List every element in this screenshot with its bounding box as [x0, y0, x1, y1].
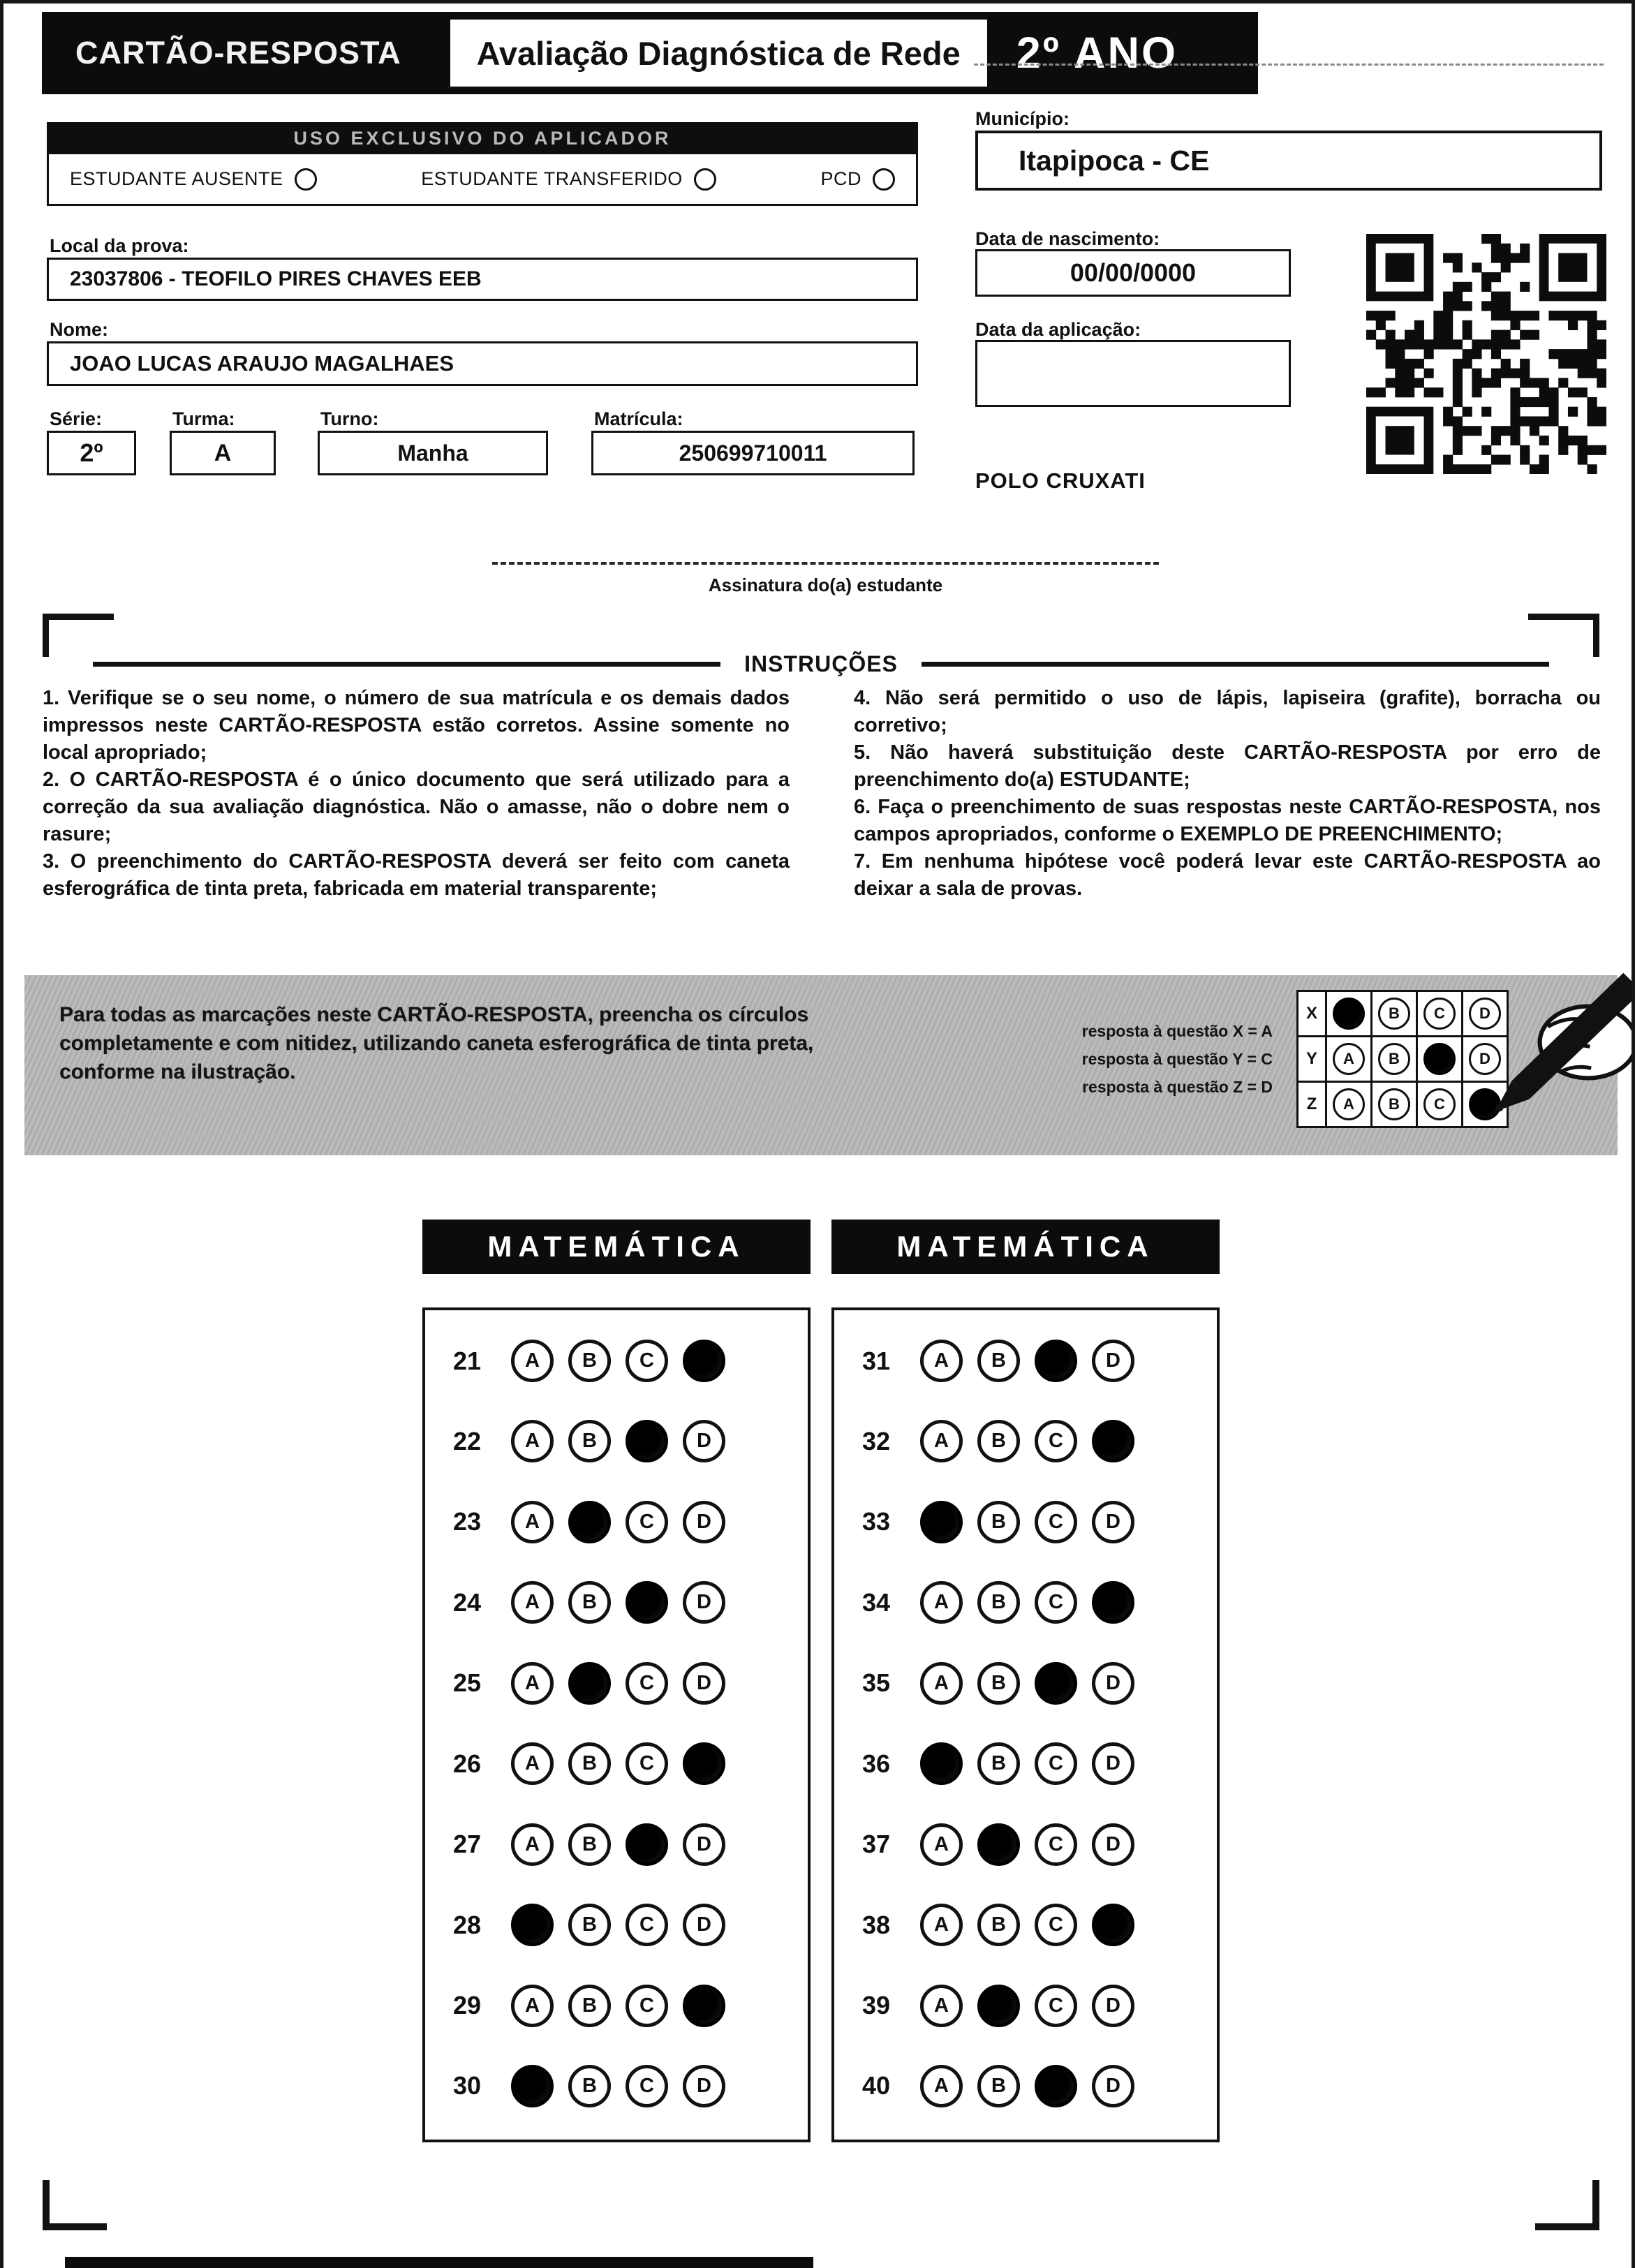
bubble-39-D[interactable]: D	[1092, 1985, 1134, 2027]
bubble-23-A[interactable]: A	[511, 1501, 554, 1543]
question-row-25	[453, 1662, 794, 1705]
bubble-34-C[interactable]: C	[1035, 1581, 1077, 1624]
signature-line	[492, 562, 1159, 565]
example-legend-line: resposta à questão X = A	[1081, 1022, 1273, 1040]
instruction-item: 6. Faça o preenchimento de suas respostas neste CARTÃO-RESPOSTA, nos campos apropriados, conforme o EXEMPLO DE PREENCHIMENTO;	[854, 796, 1601, 845]
question-number: 39	[862, 1991, 891, 2019]
instructions-title: INSTRUÇÕES	[744, 651, 898, 676]
turma-value-box: A	[170, 431, 276, 475]
question-row-30	[453, 2065, 794, 2107]
question-row-34	[862, 1581, 1203, 1624]
example-cell	[1325, 990, 1373, 1037]
aplicacao-label: Data da aplicação:	[975, 319, 1141, 340]
bubble-25-D[interactable]: D	[683, 1662, 725, 1705]
example-band	[24, 975, 1618, 1155]
instruction-item: 1. Verifique se o seu nome, o número de sua matrícula e os demais dados impressos neste CARTÃO-RESPOSTA estão corretos. Assine somente no local apropriado;	[43, 687, 790, 764]
example-cell	[1416, 1035, 1463, 1083]
bubble-22-D[interactable]: D	[683, 1420, 725, 1462]
instruction-item: 7. Em nenhuma hipótese você poderá levar este CARTÃO-RESPOSTA ao deixar a sala de provas.	[854, 850, 1601, 900]
example-cell	[1325, 1081, 1373, 1128]
bubble-33-B[interactable]: B	[977, 1501, 1020, 1543]
question-row-24	[453, 1581, 794, 1624]
bubble-26-B[interactable]: B	[568, 1742, 611, 1785]
applicator-option-circle-estudante-ausente[interactable]	[295, 168, 317, 191]
bubble-24-D[interactable]: D	[683, 1581, 725, 1624]
bubble-38-D[interactable]	[1092, 1904, 1134, 1946]
bracket-bottom-right	[1535, 2180, 1599, 2230]
bubble-34-D[interactable]	[1092, 1581, 1134, 1624]
turma-label: Turma:	[172, 408, 235, 429]
bubble-26-A[interactable]: A	[511, 1742, 554, 1785]
applicator-option-label: ESTUDANTE TRANSFERIDO	[421, 168, 683, 189]
bubble-36-B[interactable]: B	[977, 1742, 1020, 1785]
question-row-36	[862, 1742, 1203, 1785]
matricula-label: Matrícula:	[594, 408, 683, 429]
bubble-21-C[interactable]: C	[626, 1340, 668, 1382]
bubble-32-D[interactable]	[1092, 1420, 1134, 1462]
instruction-item: 4. Não será permitido o uso de lápis, lapiseira (grafite), borracha ou corretivo;	[854, 687, 1601, 736]
applicator-options	[47, 154, 918, 206]
bubble-29-C[interactable]: C	[626, 1985, 668, 2027]
bubble-24-C[interactable]	[626, 1581, 668, 1624]
bubble-36-C[interactable]: C	[1035, 1742, 1077, 1785]
bubble-40-A[interactable]: A	[920, 2065, 963, 2107]
bubble-21-A[interactable]: A	[511, 1340, 554, 1382]
question-rows	[425, 1310, 808, 2140]
turno-value-box: Manha	[318, 431, 548, 475]
bubble-26-C[interactable]: C	[626, 1742, 668, 1785]
applicator-option-estudante-transferido	[421, 168, 716, 191]
answer-block	[422, 1307, 811, 2142]
instructions-section	[43, 685, 1601, 903]
bubble-35-A[interactable]: A	[920, 1662, 963, 1705]
example-cell	[1370, 1035, 1418, 1083]
bubble-39-B[interactable]	[977, 1985, 1020, 2027]
bubble-31-D[interactable]: D	[1092, 1340, 1134, 1382]
bubble-26-D[interactable]	[683, 1742, 725, 1785]
assessment-title: Avaliação Diagnóstica de Rede	[476, 34, 961, 72]
local-label: Local da prova:	[50, 235, 189, 256]
question-number: 28	[453, 1910, 482, 1939]
question-number: 37	[862, 1830, 891, 1859]
instructions-header	[93, 651, 1549, 677]
example-bubble-Y-B: B	[1378, 1043, 1410, 1075]
bubble-30-C[interactable]: C	[626, 2065, 668, 2107]
example-legend	[1014, 1017, 1273, 1101]
question-row-31	[862, 1340, 1203, 1382]
bubble-30-D[interactable]: D	[683, 2065, 725, 2107]
question-number: 35	[862, 1668, 891, 1698]
example-bubble-X-A	[1333, 998, 1365, 1030]
hand-pen-icon	[1461, 964, 1635, 1120]
bubble-37-B[interactable]	[977, 1823, 1020, 1866]
example-cell	[1416, 990, 1463, 1037]
question-row-28	[453, 1904, 794, 1946]
qr-code	[1366, 234, 1606, 474]
question-number: 25	[453, 1668, 482, 1698]
bubble-29-A[interactable]: A	[511, 1985, 554, 2027]
bubble-38-B[interactable]: B	[977, 1904, 1020, 1946]
bubble-22-A[interactable]: A	[511, 1420, 554, 1462]
question-number: 27	[453, 1830, 482, 1859]
bubble-32-C[interactable]: C	[1035, 1420, 1077, 1462]
bubble-33-A[interactable]	[920, 1501, 963, 1543]
bracket-top-right	[1528, 614, 1599, 657]
bubble-28-C[interactable]: C	[626, 1904, 668, 1946]
serie-value-box: 2º	[47, 431, 136, 475]
nome-label: Nome:	[50, 319, 109, 340]
bubble-37-D[interactable]: D	[1092, 1823, 1134, 1866]
bottom-edge-strip	[65, 2257, 813, 2268]
example-bubble-Y-D: D	[1469, 1043, 1501, 1075]
bubble-40-C[interactable]	[1035, 2065, 1077, 2107]
bubble-23-B[interactable]	[568, 1501, 611, 1543]
nascimento-value-box: 00/00/0000	[975, 249, 1291, 297]
bubble-24-A[interactable]: A	[511, 1581, 554, 1624]
bubble-27-B[interactable]: B	[568, 1823, 611, 1866]
instructions-col-2	[854, 685, 1601, 903]
instruction-item: 2. O CARTÃO-RESPOSTA é o único documento que será utilizado para a correção da sua avaliação diagnóstica. Não o amasse, não o dobre nem o rasure;	[43, 769, 790, 845]
bubble-39-A[interactable]: A	[920, 1985, 963, 2027]
qr-code-svg	[1366, 234, 1606, 474]
bubble-30-B[interactable]: B	[568, 2065, 611, 2107]
bubble-23-D[interactable]: D	[683, 1501, 725, 1543]
subject-header-left: MATEMÁTICA	[422, 1220, 811, 1274]
example-bubble-X-D: D	[1469, 998, 1501, 1030]
question-number: 32	[862, 1426, 891, 1455]
bubble-27-D[interactable]: D	[683, 1823, 725, 1866]
bubble-29-B[interactable]: B	[568, 1985, 611, 2027]
bubble-34-A[interactable]: A	[920, 1581, 963, 1624]
question-number: 24	[453, 1587, 482, 1617]
applicator-section	[47, 122, 918, 206]
bubble-24-B[interactable]: B	[568, 1581, 611, 1624]
bubble-29-D[interactable]	[683, 1985, 725, 2027]
bubble-32-B[interactable]: B	[977, 1420, 1020, 1462]
bubble-31-B[interactable]: B	[977, 1340, 1020, 1382]
applicator-option-circle-estudante-transferido[interactable]	[694, 168, 716, 191]
question-row-22	[453, 1420, 794, 1462]
nome-value-box: JOAO LUCAS ARAUJO MAGALHAES	[47, 341, 918, 386]
bracket-top-left	[43, 614, 114, 657]
bubble-31-A[interactable]: A	[920, 1340, 963, 1382]
signature-label: Assinatura do(a) estudante	[708, 575, 943, 595]
question-number: 21	[453, 1346, 482, 1375]
municipio-value-box: Itapipoca - CE	[975, 131, 1602, 191]
grade-label: 2º ANO	[1016, 29, 1178, 77]
bubble-27-C[interactable]	[626, 1823, 668, 1866]
bubble-27-A[interactable]: A	[511, 1823, 554, 1866]
question-number: 26	[453, 1749, 482, 1778]
example-cell	[1370, 990, 1418, 1037]
applicator-option-label: PCD	[820, 168, 861, 189]
example-bubble-Z-B: B	[1378, 1088, 1410, 1120]
bubble-40-D[interactable]: D	[1092, 2065, 1134, 2107]
applicator-option-pcd	[820, 168, 895, 191]
applicator-option-circle-pcd[interactable]	[873, 168, 895, 191]
example-bubble-Z-A: A	[1333, 1088, 1365, 1120]
example-bubble-Y-C	[1423, 1043, 1456, 1075]
bubble-35-D[interactable]: D	[1092, 1662, 1134, 1705]
bubble-21-D[interactable]	[683, 1340, 725, 1382]
bubble-28-D[interactable]: D	[683, 1904, 725, 1946]
bubble-34-B[interactable]: B	[977, 1581, 1020, 1624]
example-row-label: Y	[1296, 1035, 1327, 1083]
bubble-37-C[interactable]: C	[1035, 1823, 1077, 1866]
bubble-35-C[interactable]	[1035, 1662, 1077, 1705]
example-text: Para todas as marcações neste CARTÃO-RESPOSTA, preencha os círculos completamente e com nitidez, utilizando caneta esferográfica de tinta preta, conforme na ilustração.	[59, 1003, 814, 1083]
example-cell	[1416, 1081, 1463, 1128]
bubble-33-C[interactable]: C	[1035, 1501, 1077, 1543]
instructions-rule-right	[922, 662, 1549, 667]
bubble-37-A[interactable]: A	[920, 1823, 963, 1866]
question-number: 38	[862, 1910, 891, 1939]
question-number: 36	[862, 1749, 891, 1778]
bubble-30-A[interactable]	[511, 2065, 554, 2107]
instruction-item: 3. O preenchimento do CARTÃO-RESPOSTA deverá ser feito com caneta esferográfica de tinta preta, fabricada em material transparente;	[43, 850, 790, 900]
question-number: 31	[862, 1346, 891, 1375]
example-bubble-X-B: B	[1378, 998, 1410, 1030]
bubble-38-C[interactable]: C	[1035, 1904, 1077, 1946]
fold-mark	[974, 64, 1604, 66]
instructions-col-1	[43, 685, 790, 903]
bubble-23-C[interactable]: C	[626, 1501, 668, 1543]
question-number: 29	[453, 1991, 482, 2019]
question-number: 40	[862, 2071, 891, 2100]
question-number: 23	[453, 1507, 482, 1536]
bubble-25-B[interactable]	[568, 1662, 611, 1705]
question-row-32	[862, 1420, 1203, 1462]
instructions-rule-left	[93, 662, 720, 667]
question-number: 30	[453, 2071, 482, 2100]
bubble-35-B[interactable]: B	[977, 1662, 1020, 1705]
polo-label: POLO CRUXATI	[975, 468, 1146, 493]
applicator-bar-title: USO EXCLUSIVO DO APLICADOR	[47, 122, 918, 154]
bubble-33-D[interactable]: D	[1092, 1501, 1134, 1543]
nascimento-label: Data de nascimento:	[975, 228, 1160, 249]
bubble-21-B[interactable]: B	[568, 1340, 611, 1382]
question-row-40	[862, 2065, 1203, 2107]
example-legend-line: resposta à questão Y = C	[1081, 1050, 1273, 1068]
example-bubble-Z-C: C	[1423, 1088, 1456, 1120]
applicator-option-label: ESTUDANTE AUSENTE	[70, 168, 283, 189]
answer-block	[831, 1307, 1220, 2142]
question-row-33	[862, 1501, 1203, 1543]
matricula-value-box: 250699710011	[591, 431, 915, 475]
header-subtitle-box	[450, 20, 987, 87]
municipio-label: Município:	[975, 108, 1070, 129]
question-rows	[834, 1310, 1217, 2140]
bubble-36-D[interactable]: D	[1092, 1742, 1134, 1785]
bubble-39-C[interactable]: C	[1035, 1985, 1077, 2027]
question-row-35	[862, 1662, 1203, 1705]
example-row-label: X	[1296, 990, 1327, 1037]
example-bubble-Y-A: A	[1333, 1043, 1365, 1075]
question-row-26	[453, 1742, 794, 1785]
question-row-27	[453, 1823, 794, 1866]
example-legend-line: resposta à questão Z = D	[1082, 1078, 1273, 1096]
bracket-bottom-left	[43, 2180, 107, 2230]
question-row-29	[453, 1985, 794, 2027]
question-number: 33	[862, 1507, 891, 1536]
header-bar	[42, 12, 1258, 94]
question-number: 22	[453, 1426, 482, 1455]
example-cell	[1370, 1081, 1418, 1128]
bubble-36-A[interactable]	[920, 1742, 963, 1785]
bubble-40-B[interactable]: B	[977, 2065, 1020, 2107]
question-row-39	[862, 1985, 1203, 2027]
aplicacao-value-box	[975, 340, 1291, 407]
question-row-21	[453, 1340, 794, 1382]
turno-label: Turno:	[320, 408, 379, 429]
bubble-32-A[interactable]: A	[920, 1420, 963, 1462]
instruction-item: 5. Não haverá substituição deste CARTÃO-RESPOSTA por erro de preenchimento do(a) ESTUDANTE;	[854, 741, 1601, 791]
applicator-option-estudante-ausente	[70, 168, 317, 191]
example-cell	[1325, 1035, 1373, 1083]
bubble-22-C[interactable]	[626, 1420, 668, 1462]
bubble-38-A[interactable]: A	[920, 1904, 963, 1946]
page-title: CARTÃO-RESPOSTA	[75, 35, 401, 71]
bubble-31-C[interactable]	[1035, 1340, 1077, 1382]
bubble-28-B[interactable]: B	[568, 1904, 611, 1946]
bubble-25-A[interactable]: A	[511, 1662, 554, 1705]
question-row-23	[453, 1501, 794, 1543]
bubble-22-B[interactable]: B	[568, 1420, 611, 1462]
question-number: 34	[862, 1587, 891, 1617]
question-row-38	[862, 1904, 1203, 1946]
bubble-25-C[interactable]: C	[626, 1662, 668, 1705]
question-row-37	[862, 1823, 1203, 1866]
example-bubble-X-C: C	[1423, 998, 1456, 1030]
bubble-28-A[interactable]	[511, 1904, 554, 1946]
local-value-box: 23037806 - TEOFILO PIRES CHAVES EEB	[47, 258, 918, 301]
example-row-label: Z	[1296, 1081, 1327, 1128]
subject-header-right: MATEMÁTICA	[831, 1220, 1220, 1274]
serie-label: Série:	[50, 408, 103, 429]
